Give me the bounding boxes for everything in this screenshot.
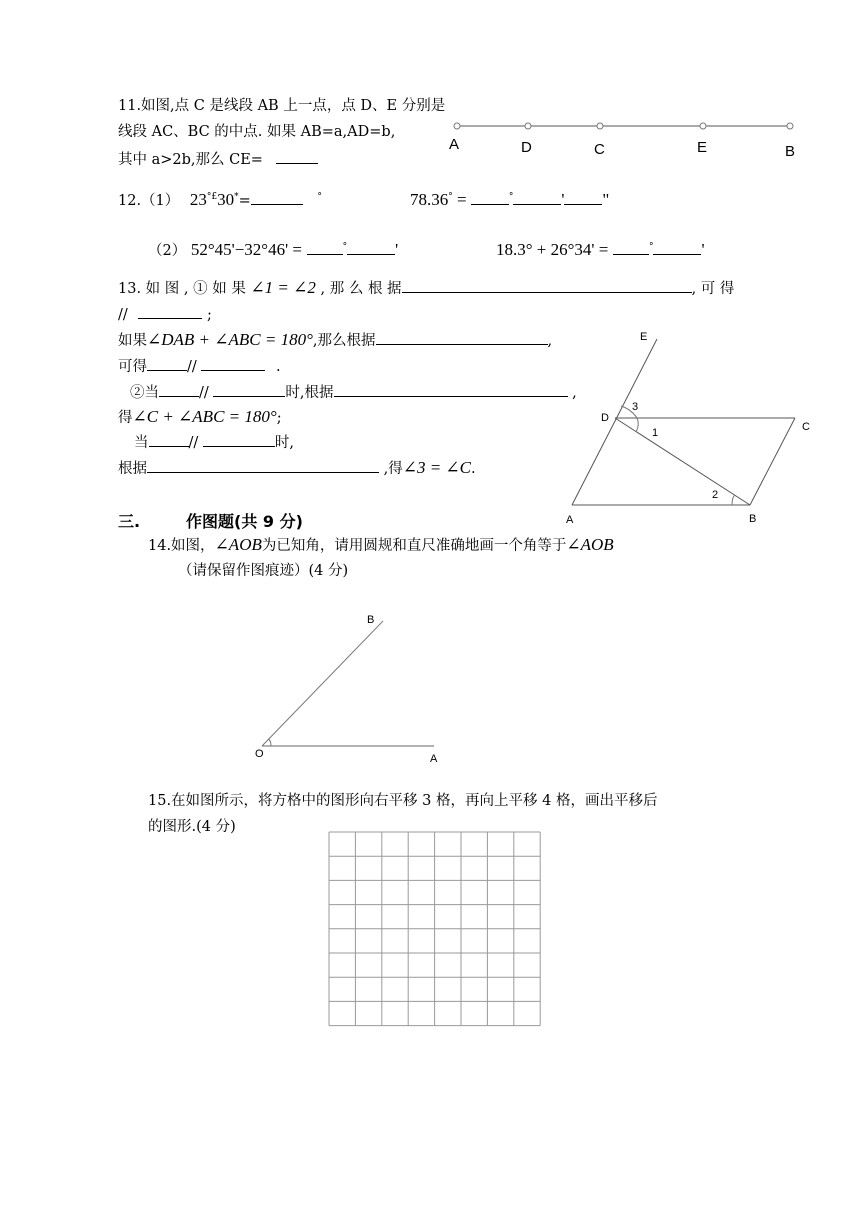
q12-eq-1: = — [452, 189, 471, 209]
q11-label-C: C — [594, 141, 605, 158]
q12-num: 12.（1） — [118, 192, 180, 209]
q12-deg-mark-5: ° — [648, 242, 654, 252]
q11-point-A — [454, 123, 460, 129]
q13-line-7 — [134, 432, 294, 452]
q13-line8a: 根据 — [118, 461, 147, 477]
q13-line3c: ,那么根据 — [312, 333, 376, 349]
q14-line-2: （请保留作图痕迹）(4 分) — [178, 563, 349, 579]
q13-blank-line-6[interactable] — [149, 432, 189, 447]
q13-line-6 — [118, 408, 282, 427]
q13-label-2: 2 — [712, 489, 719, 501]
q11-label-D: D — [521, 139, 532, 156]
q12-deg-mark-3: ° — [508, 192, 514, 202]
q13-line-EA — [572, 339, 657, 505]
q13-angle-1-arc — [636, 418, 638, 432]
q13-label-C: C — [802, 421, 810, 433]
q13-line5d: , — [572, 385, 577, 401]
q12-deg-mark-4: ° — [342, 242, 348, 252]
q12-expr4: 18.3° + 26°34' = — [496, 239, 609, 259]
q12-blank-2[interactable] — [471, 190, 509, 205]
q13-line6a: 得 — [118, 410, 133, 426]
q15-line-2: 的图形.(4 分) — [148, 819, 236, 835]
q11-point-D — [525, 123, 531, 129]
q13-angle-sum: ∠DAB + ∠ABC = 180° — [147, 330, 313, 349]
q13-line-2 — [118, 304, 212, 324]
q12-min-mark-1: ' — [561, 189, 565, 209]
q11-label-A: A — [449, 136, 460, 153]
q13-line1d: , 可 得 — [691, 281, 735, 297]
q13-line2end: ; — [207, 307, 212, 323]
q11-label-E: E — [697, 139, 708, 156]
q12-part2 — [148, 238, 398, 260]
q12-blank-1[interactable] — [251, 190, 303, 205]
q13-line3d: , — [547, 333, 553, 349]
q13-label-A: A — [566, 514, 574, 526]
q13-label-D: D — [601, 412, 609, 424]
q11-line-2: 线段 AC、BC 的中点. 如果 AB=a,AD=b, — [118, 124, 396, 140]
q12-expr1b-sup: * — [234, 192, 239, 202]
q13-line7c: 时, — [274, 435, 294, 451]
q11-point-C — [597, 123, 603, 129]
q13-blank-line-4[interactable] — [159, 382, 199, 397]
q12-part1 — [118, 188, 322, 210]
q13-blank-reason-4[interactable] — [147, 458, 379, 473]
q12-expr1c: = — [238, 192, 251, 209]
q13-line5b: // — [199, 385, 209, 401]
q13-angle-eq: ∠1 = ∠2 — [250, 278, 316, 297]
q12-num2: （2） — [148, 242, 187, 259]
q14-label-O: O — [255, 748, 264, 760]
q12-deg-mark-2: ° — [448, 192, 453, 202]
q13-line8b: ,得 — [383, 461, 403, 477]
q13-line5c: 时,根据 — [285, 385, 334, 401]
q13-line4b: // — [187, 359, 197, 375]
q11-line-3-text: 其中 a>2b,那么 CE= — [118, 152, 263, 168]
q12-expr1b: 30 — [217, 189, 235, 209]
q14-ray-OB — [262, 621, 383, 746]
q12-expr2: 78.36 — [410, 189, 449, 209]
q14-label-A: A — [430, 753, 438, 765]
q11-point-E — [700, 123, 706, 129]
q13-label-E: E — [640, 331, 648, 343]
q13-line5a: ②当 — [130, 385, 159, 401]
q13-parallel-1: // — [118, 307, 128, 323]
q12-min-mark-3: ' — [701, 239, 705, 259]
q12-part2b — [496, 238, 705, 260]
q14-angle-2: ∠AOB — [566, 535, 614, 554]
q13-line4a: 可得 — [118, 359, 147, 375]
q13-line1c: , 那 么 根 据 — [320, 281, 402, 297]
q12-blank-4[interactable] — [564, 190, 602, 205]
q12-part1b — [410, 188, 609, 210]
q13-line7a: 当 — [134, 435, 149, 451]
q13-line-DB — [615, 418, 750, 505]
q13-line7b: // — [188, 435, 199, 451]
q13-blank-line-1[interactable] — [138, 304, 202, 319]
q13-line-4 — [118, 356, 281, 376]
q15-line-1: 15.在如图所示，将方格中的图形向右平移 3 格，再向上平移 4 格，画出平移后 — [148, 793, 658, 809]
q13-blank-line-3[interactable] — [201, 356, 265, 371]
q13-blank-reason-1[interactable] — [402, 278, 692, 293]
q13-line-3 — [118, 330, 552, 350]
q13-angle-eq-2: ∠3 = ∠C — [402, 458, 472, 477]
q15-grid — [329, 832, 540, 1026]
section-3-number: 三. — [118, 512, 141, 531]
q13-blank-reason-2[interactable] — [376, 330, 548, 345]
q13-line3a: 如果 — [118, 333, 147, 349]
q13-line-5 — [130, 382, 577, 402]
q14-line-1 — [148, 536, 614, 555]
q12-expr1a-sup: °£ — [206, 192, 218, 202]
q14-line1a: 14.如图， — [148, 538, 215, 554]
section-3-title: 作图题(共 9 分) — [186, 512, 303, 531]
q13-blank-line-7[interactable] — [203, 432, 275, 447]
q13-line-1 — [118, 278, 734, 298]
q13-label-1: 1 — [652, 427, 659, 439]
q11-point-B — [787, 123, 793, 129]
q13-blank-line-5[interactable] — [213, 382, 285, 397]
q12-expr1a: 23 — [189, 189, 207, 209]
q13-line-CB — [750, 418, 795, 505]
q13-label-3: 3 — [632, 401, 639, 413]
q14-label-B: B — [367, 614, 375, 626]
q12-blank-3[interactable] — [513, 190, 561, 205]
q14-angle-1: ∠AOB — [214, 535, 262, 554]
q12-blank-8[interactable] — [653, 240, 701, 255]
q14-line1c: 为已知角，请用圆规和直尺准确地画一个角等于 — [261, 538, 567, 554]
q12-sec-mark: " — [602, 189, 610, 209]
q11-line-1: 11.如图,点 C 是线段 AB 上一点，点 D、E 分别是 — [118, 98, 446, 114]
q13-line6c: ; — [276, 410, 282, 426]
q12-deg-mark-1: ° — [317, 192, 322, 202]
q13-angle-sum-2: ∠C + ∠ABC = 180° — [132, 407, 277, 426]
q12-blank-6[interactable] — [347, 240, 395, 255]
q13-line-8 — [118, 458, 476, 478]
q13-line4c: . — [276, 359, 281, 375]
q13-blank-line-2[interactable] — [147, 356, 187, 371]
q12-expr3: 52°45'−32°46' = — [190, 239, 302, 259]
q12-blank-7[interactable] — [613, 240, 649, 255]
q13-line8d: . — [471, 461, 476, 477]
q13-angle-2-arc — [732, 495, 735, 505]
q11-label-B: B — [785, 143, 796, 160]
q13-line1a: 13. 如 图 , ① 如 果 — [118, 281, 246, 297]
q12-blank-5[interactable] — [307, 240, 343, 255]
q13-blank-reason-3[interactable] — [334, 382, 568, 397]
q13-label-B: B — [749, 513, 757, 525]
q12-min-mark-2: ' — [395, 239, 399, 259]
